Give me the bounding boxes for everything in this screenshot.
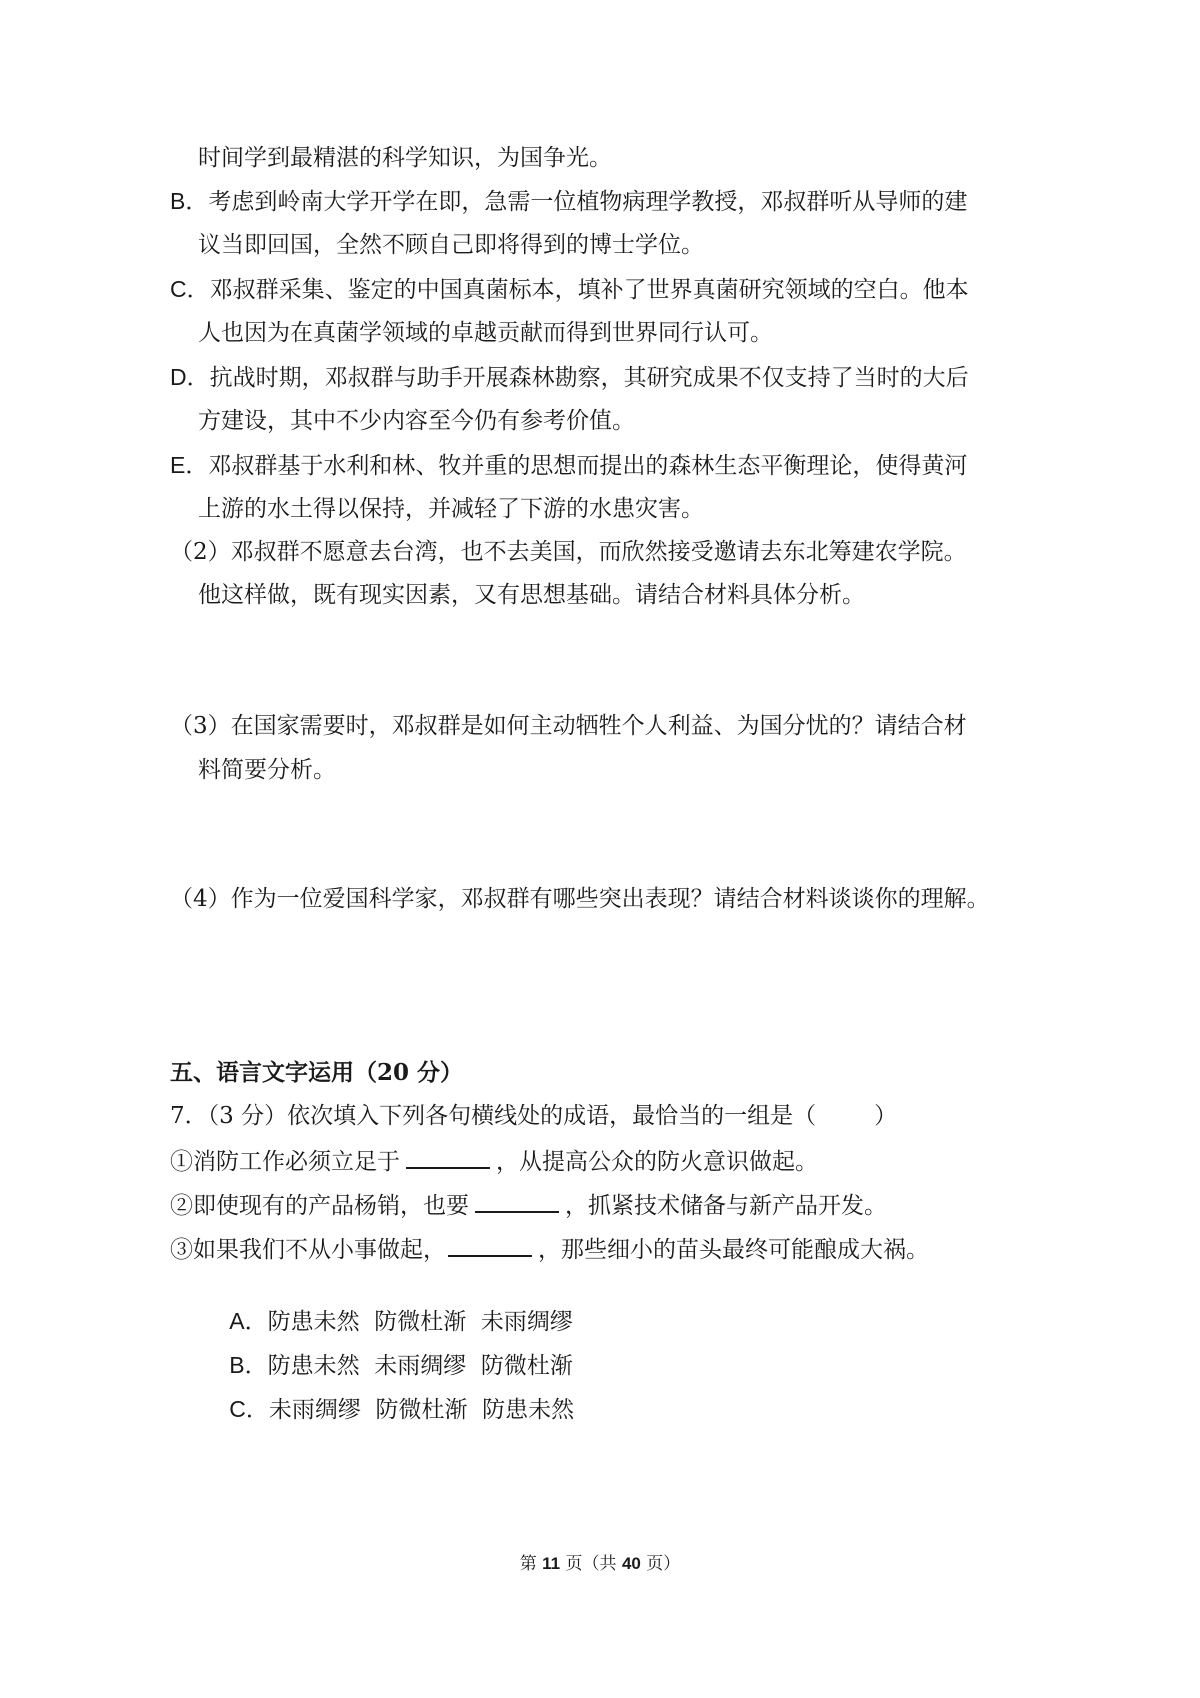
option-e-line1 — [170, 450, 967, 481]
question-stem-text: 7．（3 分）依次填入下列各句横线处的成语，最恰当的一组是（ — [170, 1103, 817, 1129]
subquestion-3-line1: （3）在国家需要时，邓叔群是如何主动牺牲个人利益、为国分忧的？请结合材 — [170, 713, 967, 739]
option-label: C． — [170, 276, 210, 302]
option-label: D． — [170, 364, 210, 390]
option-label: E． — [170, 452, 209, 478]
option-c-line2: 人也因为在真菌学领域的卓越贡献而得到世界同行认可。 — [198, 320, 773, 346]
sentence-prefix: ②即使现有的产品杨销，也要 — [170, 1193, 469, 1219]
page-number: 11 — [542, 1554, 561, 1573]
footer-prefix: 第 — [519, 1554, 537, 1574]
sentence-1 — [170, 1145, 818, 1177]
option-text: 邓叔群采集、鉴定的中国真菌标本，填补了世界真菌研究领域的空白。他本 — [209, 277, 969, 303]
question-stem-close: ） — [874, 1103, 898, 1129]
sentence-prefix: ③如果我们不从小事做起， — [170, 1237, 446, 1263]
sentence-suffix: ，抓紧技术储备与新产品开发。 — [565, 1193, 887, 1219]
sentence-prefix: ①消防工作必须立足于 — [170, 1149, 400, 1175]
sentence-suffix: ，从提高公众的防火意识做起。 — [496, 1149, 818, 1175]
sentence-suffix: ，那些细小的苗头最终可能酿成大祸。 — [538, 1237, 929, 1263]
page-footer — [0, 1553, 1200, 1575]
fill-blank — [475, 1189, 559, 1213]
option-7c — [200, 1364, 574, 1455]
option-text: 防患未然 未雨绸缪 防微杜渐 — [267, 1353, 573, 1379]
option-text: 防患未然 防微杜渐 未雨绸缪 — [267, 1309, 573, 1335]
option-label: A． — [229, 1308, 268, 1334]
fill-blank — [406, 1145, 490, 1169]
option-b-line2: 议当即回国，全然不顾自己即将得到的博士学位。 — [198, 232, 704, 258]
question-7-stem — [170, 1101, 897, 1131]
option-text: 考虑到岭南大学开学在即，急需一位植物病理学教授，邓叔群听从导师的建 — [208, 189, 968, 215]
page-total: 40 — [621, 1554, 641, 1573]
subquestion-2-line2: 他这样做，既有现实因素，又有思想基础。请结合材料具体分析。 — [198, 582, 865, 608]
option-text: 邓叔群基于水利和林、牧并重的思想而提出的森林生态平衡理论，使得黄河 — [208, 453, 968, 479]
sentence-3 — [170, 1233, 929, 1265]
fill-blank — [448, 1233, 532, 1257]
subquestion-4-line1: （4）作为一位爱国科学家，邓叔群有哪些突出表现？请结合材料谈谈你的理解。 — [170, 886, 990, 912]
option-label: B． — [229, 1352, 268, 1378]
option-d-line1 — [170, 362, 969, 393]
subquestion-2-line1: （2）邓叔群不愿意去台湾，也不去美国，而欣然接受邀请去东北筹建农学院。 — [170, 539, 967, 565]
option-b-line1 — [170, 186, 967, 217]
footer-middle: 页（共 — [565, 1554, 617, 1574]
option-text: 未雨绸缪 防微杜渐 防患未然 — [268, 1397, 575, 1423]
option-e-line2: 上游的水土得以保持，并减轻了下游的水患灾害。 — [198, 496, 704, 522]
section-heading: 五、语言文字运用（20 分） — [170, 1059, 464, 1086]
subquestion-3-line2: 料简要分析。 — [198, 757, 336, 783]
footer-suffix: 页） — [646, 1554, 681, 1574]
option-label: C． — [229, 1396, 269, 1422]
sentence-2 — [170, 1189, 887, 1221]
option-a-continuation: 时间学到最精湛的科学知识，为国争光。 — [198, 145, 612, 171]
option-label: B． — [170, 188, 209, 214]
option-d-line2: 方建设，其中不少内容至今仍有参考价值。 — [198, 408, 635, 434]
option-c-line1 — [170, 274, 969, 305]
option-text: 抗战时期，邓叔群与助手开展森林勘察，其研究成果不仅支持了当时的大后 — [209, 365, 969, 391]
